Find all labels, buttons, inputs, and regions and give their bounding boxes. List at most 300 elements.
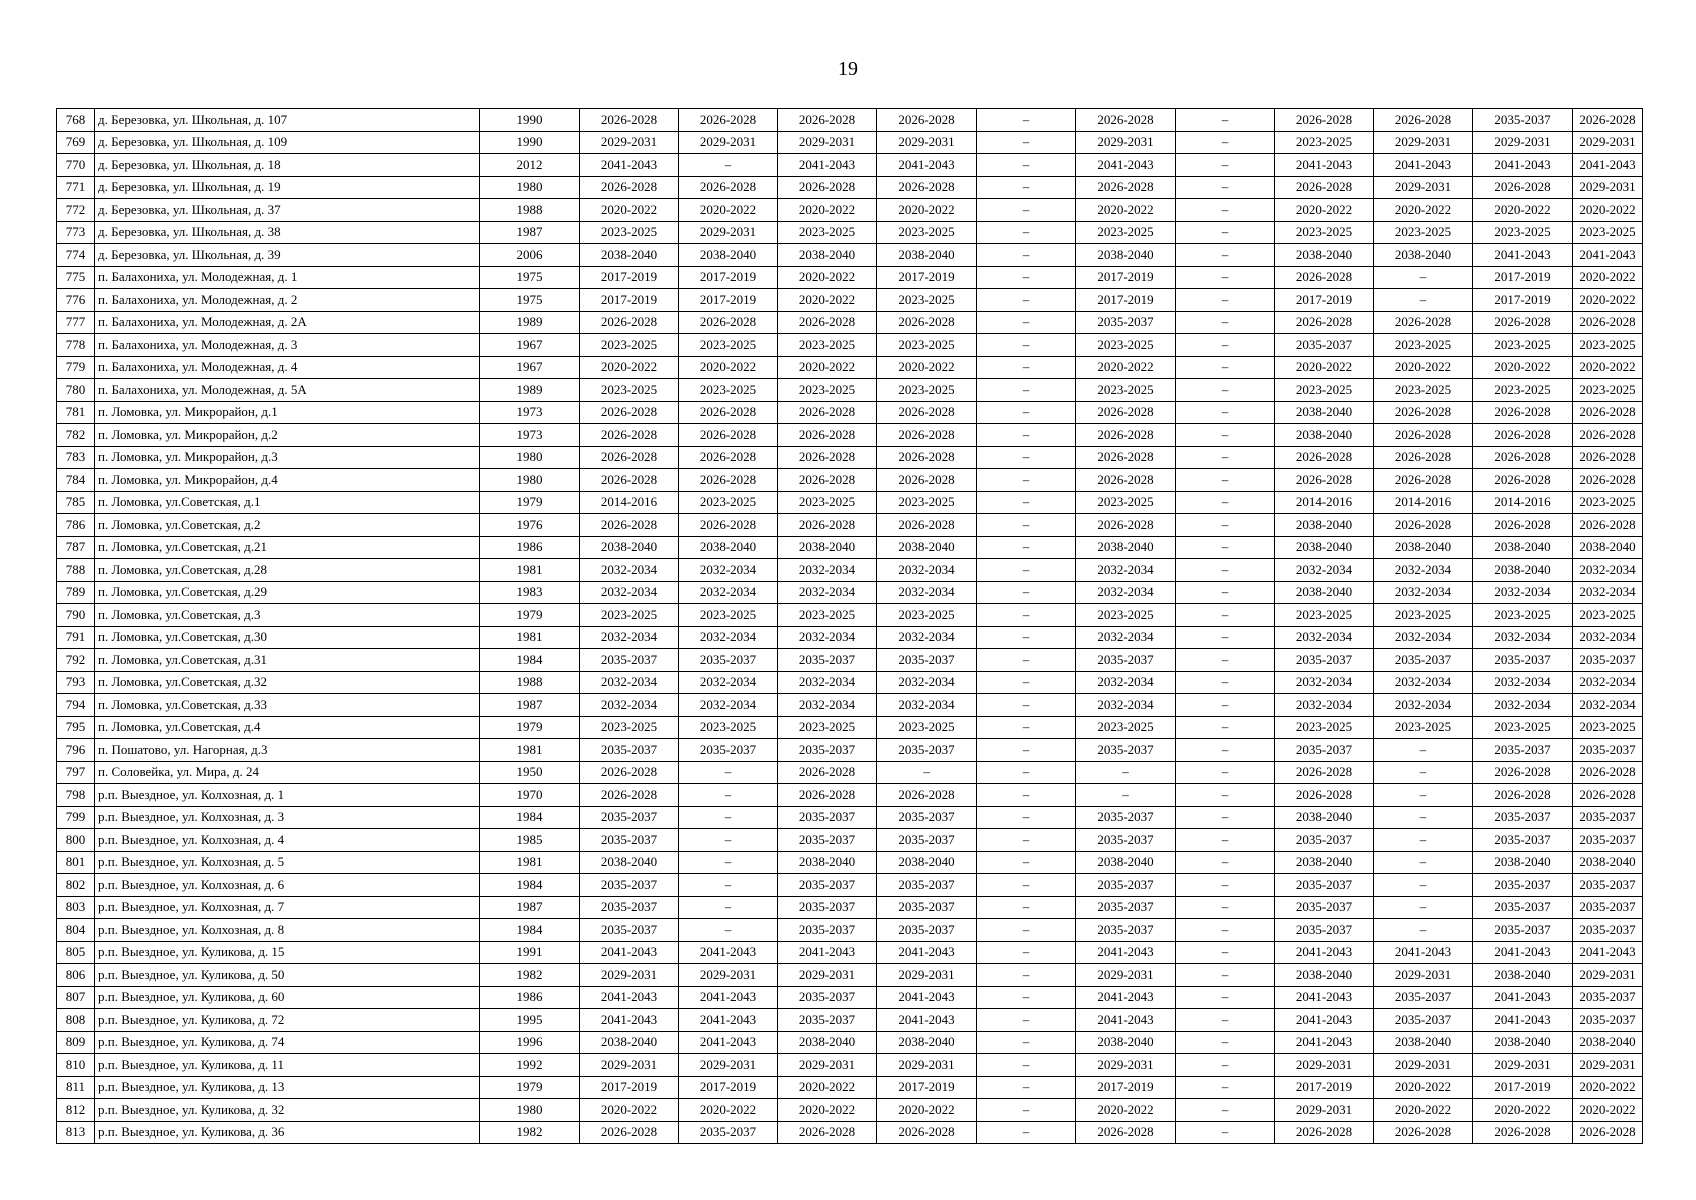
period-cell-7: –: [1176, 626, 1275, 649]
row-number: 810: [57, 1054, 95, 1077]
year-built-cell: 1950: [480, 761, 580, 784]
period-cell-6: 2026-2028: [1076, 109, 1176, 132]
period-cell-8: 2038-2040: [1275, 514, 1374, 537]
row-number: 779: [57, 356, 95, 379]
period-cell-2: –: [679, 806, 778, 829]
period-cell-11: 2020-2022: [1573, 266, 1643, 289]
period-cell-9: 2032-2034: [1374, 626, 1473, 649]
period-cell-7: –: [1176, 874, 1275, 897]
period-cell-1: 2035-2037: [580, 874, 679, 897]
period-cell-1: 2035-2037: [580, 739, 679, 762]
period-cell-6: 2041-2043: [1076, 1009, 1176, 1032]
period-cell-9: 2023-2025: [1374, 379, 1473, 402]
row-number: 807: [57, 986, 95, 1009]
period-cell-2: 2035-2037: [679, 739, 778, 762]
period-cell-2: 2026-2028: [679, 514, 778, 537]
address-cell: р.п. Выездное, ул. Куликова, д. 11: [95, 1054, 480, 1077]
period-cell-4: 2041-2043: [877, 154, 977, 177]
period-cell-4: 2026-2028: [877, 424, 977, 447]
period-cell-2: 2038-2040: [679, 244, 778, 267]
period-cell-1: 2041-2043: [580, 986, 679, 1009]
period-cell-4: 2035-2037: [877, 874, 977, 897]
period-cell-7: –: [1176, 109, 1275, 132]
address-cell: р.п. Выездное, ул. Куликова, д. 32: [95, 1099, 480, 1122]
period-cell-10: 2023-2025: [1473, 221, 1573, 244]
period-cell-11: 2026-2028: [1573, 1121, 1643, 1144]
period-cell-11: 2038-2040: [1573, 536, 1643, 559]
period-cell-10: 2026-2028: [1473, 424, 1573, 447]
period-cell-1: 2032-2034: [580, 671, 679, 694]
year-built-cell: 1979: [480, 604, 580, 627]
period-cell-6: 2035-2037: [1076, 829, 1176, 852]
period-cell-1: 2017-2019: [580, 289, 679, 312]
period-cell-3: 2032-2034: [778, 626, 877, 649]
table-row: [57, 739, 1643, 762]
table-row: [57, 176, 1643, 199]
period-cell-1: 2020-2022: [580, 199, 679, 222]
year-built-cell: 1981: [480, 626, 580, 649]
address-cell: п. Ломовка, ул.Советская, д.1: [95, 491, 480, 514]
year-built-cell: 1975: [480, 266, 580, 289]
table-row: [57, 334, 1643, 357]
period-cell-1: 2023-2025: [580, 716, 679, 739]
period-cell-8: 2026-2028: [1275, 784, 1374, 807]
period-cell-5: –: [977, 919, 1076, 942]
period-cell-9: 2026-2028: [1374, 109, 1473, 132]
row-number: 805: [57, 941, 95, 964]
period-cell-8: 2038-2040: [1275, 424, 1374, 447]
period-cell-9: –: [1374, 829, 1473, 852]
period-cell-3: 2032-2034: [778, 694, 877, 717]
period-cell-7: –: [1176, 154, 1275, 177]
period-cell-5: –: [977, 401, 1076, 424]
period-cell-11: 2026-2028: [1573, 761, 1643, 784]
period-cell-5: –: [977, 671, 1076, 694]
period-cell-7: –: [1176, 1009, 1275, 1032]
address-cell: р.п. Выездное, ул. Куликова, д. 15: [95, 941, 480, 964]
period-cell-2: 2032-2034: [679, 581, 778, 604]
period-cell-11: 2029-2031: [1573, 176, 1643, 199]
repair-schedule-table: [56, 108, 1643, 1144]
period-cell-1: 2032-2034: [580, 626, 679, 649]
row-number: 783: [57, 446, 95, 469]
period-cell-2: 2026-2028: [679, 469, 778, 492]
year-built-cell: 1981: [480, 559, 580, 582]
year-built-cell: 1987: [480, 896, 580, 919]
year-built-cell: 1985: [480, 829, 580, 852]
year-built-cell: 1979: [480, 716, 580, 739]
period-cell-3: 2038-2040: [778, 536, 877, 559]
period-cell-5: –: [977, 761, 1076, 784]
table-row: [57, 199, 1643, 222]
period-cell-6: 2029-2031: [1076, 964, 1176, 987]
period-cell-11: 2032-2034: [1573, 694, 1643, 717]
period-cell-7: –: [1176, 716, 1275, 739]
address-cell: п. Ломовка, ул.Советская, д.32: [95, 671, 480, 694]
address-cell: п. Ломовка, ул.Советская, д.21: [95, 536, 480, 559]
period-cell-1: 2023-2025: [580, 221, 679, 244]
period-cell-4: 2038-2040: [877, 851, 977, 874]
period-cell-6: 2026-2028: [1076, 176, 1176, 199]
period-cell-1: 2026-2028: [580, 176, 679, 199]
period-cell-10: 2023-2025: [1473, 716, 1573, 739]
period-cell-9: 2035-2037: [1374, 1009, 1473, 1032]
table-row: [57, 559, 1643, 582]
period-cell-1: 2026-2028: [580, 1121, 679, 1144]
period-cell-10: 2032-2034: [1473, 581, 1573, 604]
period-cell-6: 2041-2043: [1076, 941, 1176, 964]
period-cell-1: 2026-2028: [580, 446, 679, 469]
period-cell-3: 2029-2031: [778, 964, 877, 987]
period-cell-2: 2026-2028: [679, 424, 778, 447]
period-cell-3: 2026-2028: [778, 514, 877, 537]
period-cell-8: 2038-2040: [1275, 964, 1374, 987]
period-cell-7: –: [1176, 536, 1275, 559]
period-cell-6: 2020-2022: [1076, 199, 1176, 222]
table-row: [57, 221, 1643, 244]
period-cell-10: 2035-2037: [1473, 649, 1573, 672]
period-cell-10: 2041-2043: [1473, 154, 1573, 177]
period-cell-11: 2029-2031: [1573, 964, 1643, 987]
period-cell-8: 2026-2028: [1275, 176, 1374, 199]
period-cell-9: –: [1374, 851, 1473, 874]
period-cell-8: 2026-2028: [1275, 446, 1374, 469]
period-cell-8: 2023-2025: [1275, 716, 1374, 739]
period-cell-3: 2020-2022: [778, 289, 877, 312]
period-cell-7: –: [1176, 671, 1275, 694]
period-cell-5: –: [977, 829, 1076, 852]
year-built-cell: 2006: [480, 244, 580, 267]
table-row: [57, 154, 1643, 177]
period-cell-4: 2026-2028: [877, 514, 977, 537]
period-cell-6: 2020-2022: [1076, 1099, 1176, 1122]
period-cell-4: 2026-2028: [877, 109, 977, 132]
period-cell-8: 2032-2034: [1275, 559, 1374, 582]
period-cell-6: 2035-2037: [1076, 874, 1176, 897]
year-built-cell: 1984: [480, 919, 580, 942]
period-cell-11: 2023-2025: [1573, 491, 1643, 514]
period-cell-5: –: [977, 514, 1076, 537]
period-cell-3: 2038-2040: [778, 244, 877, 267]
period-cell-9: –: [1374, 874, 1473, 897]
row-number: 808: [57, 1009, 95, 1032]
year-built-cell: 1973: [480, 424, 580, 447]
address-cell: п. Балахониха, ул. Молодежная, д. 2: [95, 289, 480, 312]
period-cell-10: 2041-2043: [1473, 1009, 1573, 1032]
year-built-cell: 1992: [480, 1054, 580, 1077]
period-cell-3: 2023-2025: [778, 379, 877, 402]
period-cell-8: 2029-2031: [1275, 1099, 1374, 1122]
period-cell-5: –: [977, 649, 1076, 672]
table-row: [57, 649, 1643, 672]
address-cell: п. Ломовка, ул.Советская, д.29: [95, 581, 480, 604]
period-cell-10: 2035-2037: [1473, 109, 1573, 132]
period-cell-8: 2017-2019: [1275, 289, 1374, 312]
address-cell: р.п. Выездное, ул. Колхозная, д. 8: [95, 919, 480, 942]
period-cell-1: 2035-2037: [580, 649, 679, 672]
address-cell: р.п. Выездное, ул. Куликова, д. 72: [95, 1009, 480, 1032]
period-cell-10: 2026-2028: [1473, 311, 1573, 334]
table-row: [57, 1099, 1643, 1122]
period-cell-10: 2041-2043: [1473, 986, 1573, 1009]
row-number: 802: [57, 874, 95, 897]
period-cell-10: 2023-2025: [1473, 334, 1573, 357]
period-cell-7: –: [1176, 919, 1275, 942]
year-built-cell: 1987: [480, 694, 580, 717]
period-cell-1: 2026-2028: [580, 109, 679, 132]
period-cell-9: 2023-2025: [1374, 716, 1473, 739]
period-cell-5: –: [977, 874, 1076, 897]
period-cell-10: 2023-2025: [1473, 604, 1573, 627]
row-number: 778: [57, 334, 95, 357]
period-cell-5: –: [977, 266, 1076, 289]
period-cell-9: –: [1374, 784, 1473, 807]
period-cell-4: 2032-2034: [877, 694, 977, 717]
period-cell-9: 2038-2040: [1374, 244, 1473, 267]
row-number: 809: [57, 1031, 95, 1054]
row-number: 800: [57, 829, 95, 852]
period-cell-8: 2023-2025: [1275, 131, 1374, 154]
period-cell-6: 2023-2025: [1076, 221, 1176, 244]
period-cell-5: –: [977, 424, 1076, 447]
period-cell-3: 2023-2025: [778, 334, 877, 357]
period-cell-4: 2032-2034: [877, 671, 977, 694]
period-cell-6: 2023-2025: [1076, 491, 1176, 514]
row-number: 796: [57, 739, 95, 762]
period-cell-8: 2038-2040: [1275, 806, 1374, 829]
period-cell-5: –: [977, 221, 1076, 244]
period-cell-7: –: [1176, 851, 1275, 874]
period-cell-10: 2035-2037: [1473, 919, 1573, 942]
period-cell-5: –: [977, 964, 1076, 987]
period-cell-11: 2026-2028: [1573, 514, 1643, 537]
period-cell-10: 2026-2028: [1473, 761, 1573, 784]
period-cell-8: 2032-2034: [1275, 694, 1374, 717]
period-cell-11: 2035-2037: [1573, 919, 1643, 942]
period-cell-2: 2017-2019: [679, 289, 778, 312]
period-cell-5: –: [977, 716, 1076, 739]
period-cell-8: 2026-2028: [1275, 761, 1374, 784]
period-cell-9: 2032-2034: [1374, 581, 1473, 604]
year-built-cell: 1967: [480, 356, 580, 379]
page-number: 19: [838, 58, 858, 80]
period-cell-9: 2023-2025: [1374, 221, 1473, 244]
table-row: [57, 1121, 1643, 1144]
period-cell-11: 2041-2043: [1573, 941, 1643, 964]
period-cell-3: 2035-2037: [778, 806, 877, 829]
period-cell-11: 2026-2028: [1573, 469, 1643, 492]
period-cell-10: 2026-2028: [1473, 1121, 1573, 1144]
period-cell-5: –: [977, 446, 1076, 469]
period-cell-9: 2029-2031: [1374, 964, 1473, 987]
period-cell-11: 2032-2034: [1573, 559, 1643, 582]
period-cell-1: 2041-2043: [580, 941, 679, 964]
period-cell-1: 2038-2040: [580, 244, 679, 267]
period-cell-11: 2035-2037: [1573, 649, 1643, 672]
table-row: [57, 626, 1643, 649]
period-cell-8: 2035-2037: [1275, 896, 1374, 919]
period-cell-3: 2026-2028: [778, 311, 877, 334]
period-cell-10: 2041-2043: [1473, 941, 1573, 964]
year-built-cell: 1975: [480, 289, 580, 312]
table-row: [57, 604, 1643, 627]
period-cell-1: 2020-2022: [580, 1099, 679, 1122]
period-cell-7: –: [1176, 311, 1275, 334]
row-number: 781: [57, 401, 95, 424]
period-cell-5: –: [977, 604, 1076, 627]
period-cell-4: 2026-2028: [877, 1121, 977, 1144]
period-cell-4: 2026-2028: [877, 446, 977, 469]
period-cell-7: –: [1176, 649, 1275, 672]
period-cell-3: 2026-2028: [778, 401, 877, 424]
period-cell-7: –: [1176, 896, 1275, 919]
period-cell-5: –: [977, 491, 1076, 514]
period-cell-11: 2038-2040: [1573, 1031, 1643, 1054]
period-cell-2: 2017-2019: [679, 1076, 778, 1099]
period-cell-11: 2023-2025: [1573, 334, 1643, 357]
period-cell-4: 2029-2031: [877, 131, 977, 154]
period-cell-5: –: [977, 941, 1076, 964]
row-number: 797: [57, 761, 95, 784]
period-cell-5: –: [977, 536, 1076, 559]
period-cell-3: 2023-2025: [778, 604, 877, 627]
period-cell-2: 2020-2022: [679, 1099, 778, 1122]
period-cell-1: 2032-2034: [580, 581, 679, 604]
period-cell-6: 2032-2034: [1076, 559, 1176, 582]
period-cell-7: –: [1176, 266, 1275, 289]
period-cell-4: 2026-2028: [877, 401, 977, 424]
period-cell-4: 2032-2034: [877, 559, 977, 582]
period-cell-7: –: [1176, 829, 1275, 852]
period-cell-7: –: [1176, 1054, 1275, 1077]
address-cell: п. Ломовка, ул.Советская, д.2: [95, 514, 480, 537]
period-cell-2: –: [679, 761, 778, 784]
row-number: 790: [57, 604, 95, 627]
period-cell-2: 2020-2022: [679, 199, 778, 222]
period-cell-6: 2038-2040: [1076, 1031, 1176, 1054]
period-cell-5: –: [977, 1099, 1076, 1122]
year-built-cell: 1967: [480, 334, 580, 357]
period-cell-7: –: [1176, 1099, 1275, 1122]
period-cell-4: 2038-2040: [877, 1031, 977, 1054]
period-cell-6: 2032-2034: [1076, 694, 1176, 717]
period-cell-3: 2020-2022: [778, 356, 877, 379]
period-cell-8: 2038-2040: [1275, 536, 1374, 559]
address-cell: п. Пошатово, ул. Нагорная, д.3: [95, 739, 480, 762]
period-cell-2: –: [679, 154, 778, 177]
period-cell-8: 2023-2025: [1275, 604, 1374, 627]
period-cell-2: 2041-2043: [679, 1031, 778, 1054]
address-cell: п. Балахониха, ул. Молодежная, д. 5А: [95, 379, 480, 402]
period-cell-7: –: [1176, 604, 1275, 627]
period-cell-5: –: [977, 356, 1076, 379]
period-cell-8: 2038-2040: [1275, 244, 1374, 267]
period-cell-2: 2023-2025: [679, 491, 778, 514]
row-number: 786: [57, 514, 95, 537]
period-cell-6: 2017-2019: [1076, 1076, 1176, 1099]
period-cell-10: 2038-2040: [1473, 1031, 1573, 1054]
period-cell-6: 2035-2037: [1076, 806, 1176, 829]
year-built-cell: 1976: [480, 514, 580, 537]
period-cell-9: 2020-2022: [1374, 356, 1473, 379]
period-cell-7: –: [1176, 1121, 1275, 1144]
period-cell-1: 2029-2031: [580, 964, 679, 987]
period-cell-3: 2035-2037: [778, 919, 877, 942]
period-cell-3: 2026-2028: [778, 784, 877, 807]
period-cell-9: 2026-2028: [1374, 424, 1473, 447]
row-number: 811: [57, 1076, 95, 1099]
period-cell-9: –: [1374, 806, 1473, 829]
period-cell-1: 2014-2016: [580, 491, 679, 514]
period-cell-11: 2020-2022: [1573, 289, 1643, 312]
row-number: 780: [57, 379, 95, 402]
period-cell-5: –: [977, 1031, 1076, 1054]
row-number: 772: [57, 199, 95, 222]
address-cell: п. Ломовка, ул. Микрорайон, д.2: [95, 424, 480, 447]
period-cell-4: 2020-2022: [877, 1099, 977, 1122]
period-cell-5: –: [977, 986, 1076, 1009]
period-cell-7: –: [1176, 964, 1275, 987]
period-cell-2: 2035-2037: [679, 649, 778, 672]
year-built-cell: 1988: [480, 671, 580, 694]
address-cell: п. Соловейка, ул. Мира, д. 24: [95, 761, 480, 784]
year-built-cell: 1989: [480, 311, 580, 334]
period-cell-8: 2032-2034: [1275, 626, 1374, 649]
period-cell-4: 2020-2022: [877, 199, 977, 222]
table-row: [57, 671, 1643, 694]
row-number: 801: [57, 851, 95, 874]
period-cell-11: 2032-2034: [1573, 626, 1643, 649]
period-cell-1: 2026-2028: [580, 424, 679, 447]
period-cell-3: 2026-2028: [778, 469, 877, 492]
period-cell-11: 2035-2037: [1573, 896, 1643, 919]
year-built-cell: 1984: [480, 874, 580, 897]
period-cell-5: –: [977, 131, 1076, 154]
period-cell-7: –: [1176, 559, 1275, 582]
period-cell-4: 2023-2025: [877, 289, 977, 312]
table-body: [57, 109, 1643, 1144]
row-number: 806: [57, 964, 95, 987]
period-cell-3: 2026-2028: [778, 446, 877, 469]
year-built-cell: 1995: [480, 1009, 580, 1032]
period-cell-4: 2032-2034: [877, 626, 977, 649]
period-cell-5: –: [977, 109, 1076, 132]
period-cell-11: 2023-2025: [1573, 716, 1643, 739]
year-built-cell: 1970: [480, 784, 580, 807]
year-built-cell: 1984: [480, 806, 580, 829]
period-cell-4: 2035-2037: [877, 919, 977, 942]
period-cell-6: 2035-2037: [1076, 739, 1176, 762]
period-cell-7: –: [1176, 221, 1275, 244]
period-cell-4: 2017-2019: [877, 266, 977, 289]
period-cell-8: 2041-2043: [1275, 941, 1374, 964]
table-row: [57, 874, 1643, 897]
period-cell-5: –: [977, 154, 1076, 177]
address-cell: п. Ломовка, ул.Советская, д.33: [95, 694, 480, 717]
period-cell-1: 2026-2028: [580, 514, 679, 537]
period-cell-4: 2035-2037: [877, 806, 977, 829]
address-cell: д. Березовка, ул. Школьная, д. 107: [95, 109, 480, 132]
period-cell-5: –: [977, 1054, 1076, 1077]
period-cell-3: 2020-2022: [778, 1099, 877, 1122]
period-cell-5: –: [977, 289, 1076, 312]
period-cell-10: 2038-2040: [1473, 536, 1573, 559]
period-cell-7: –: [1176, 401, 1275, 424]
row-number: 795: [57, 716, 95, 739]
period-cell-11: 2020-2022: [1573, 1099, 1643, 1122]
row-number: 789: [57, 581, 95, 604]
row-number: 791: [57, 626, 95, 649]
